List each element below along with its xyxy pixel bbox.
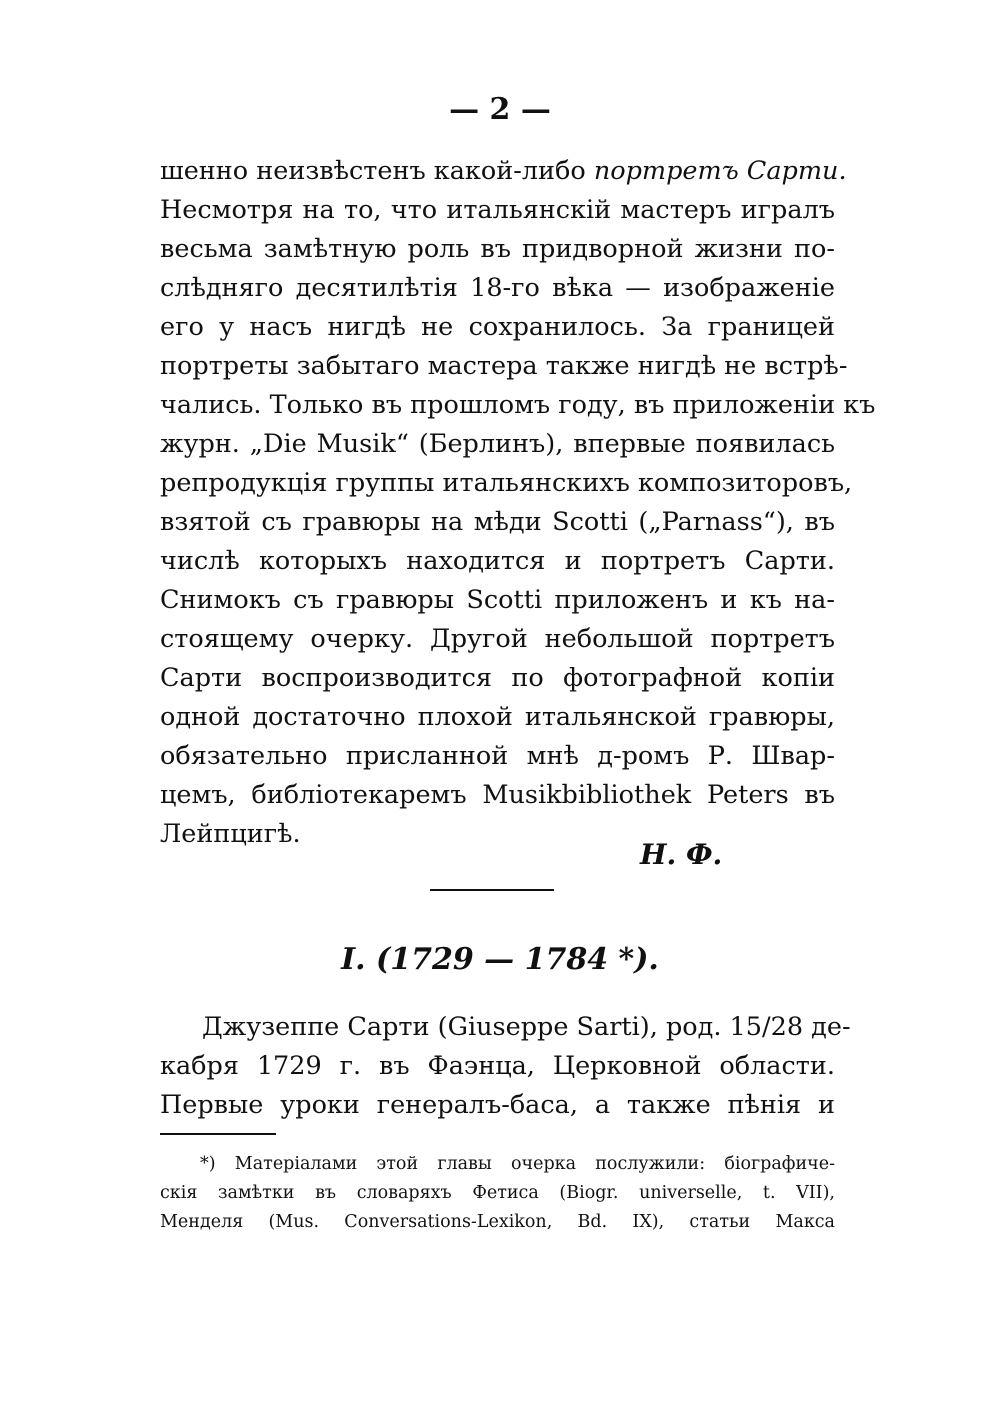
footnote-line: Менделя (Mus. Conversations-Lexikon, Bd. IX), статьи Макса [160,1212,835,1232]
text-line: чались. Только въ прошломъ году, въ приложеніи къ [160,390,876,420]
page-number: — 2 — [449,92,551,127]
text-line: Лейпцигѣ. [160,819,301,849]
footnote-line: *) Матеріалами этой главы очерка послужили: біографиче- [200,1154,835,1174]
chapter-heading: I. (1729 — 1784 *). [341,942,659,977]
text-line: Несмотря на то, что итальянскій мастеръ игралъ [160,195,835,225]
text-line: слѣдняго десятилѣтія 18-го вѣка — изображеніе [160,273,835,303]
text-line: портреты забытаго мастера также нигдѣ не встрѣ- [160,351,848,381]
text-line: цемъ, библіотекаремъ Musikbibliothek Peters въ [160,780,835,810]
text-line: Снимокъ съ гравюры Scotti приложенъ и къ на- [160,585,835,615]
footnote-line: скія замѣтки въ словаряхъ Фетиса (Biogr. universelle, t. VII), [160,1183,835,1203]
section-divider [430,889,554,891]
text-line: журн. „Die Musik“ (Берлинъ), впервые появилась [160,429,835,459]
italic-phrase: портретъ Сарти. [593,156,847,186]
text-line-part: шенно неизвѣстенъ какой-либо [160,156,586,186]
footnote-divider [160,1133,276,1135]
text-line: числѣ которыхъ находится и портретъ Сарти. [160,546,835,576]
text-line: стоящему очерку. Другой небольшой портретъ [160,624,835,654]
text-line: обязательно присланной мнѣ д-ромъ Р. Швар- [160,741,835,771]
text-line: репродукція группы итальянскихъ композиторовъ, [160,468,853,498]
text-line: одной достаточно плохой итальянской гравюры, [160,702,835,732]
author-signature: Н. Ф. [640,838,723,871]
chapter-paragraph [160,1008,851,1125]
text-line: Сарти воспроизводится по фотографной копіи [160,663,835,693]
intro-paragraph [160,152,876,854]
footnote [160,1150,835,1237]
text-line: кабря 1729 г. въ Фаэнца, Церковной области. [160,1051,835,1081]
text-line: его у насъ нигдѣ не сохранилось. За границей [160,312,835,342]
text-line [160,152,847,191]
text-line: Первые уроки генералъ-баса, а также пѣнія и [160,1090,835,1120]
text-line: Джузеппе Сарти (Giuseppe Sarti), род. 15/28 де- [202,1012,851,1042]
text-line: взятой съ гравюры на мѣди Scotti („Parnass“), въ [160,507,835,537]
text-line: весьма замѣтную роль въ придворной жизни по- [160,234,835,264]
